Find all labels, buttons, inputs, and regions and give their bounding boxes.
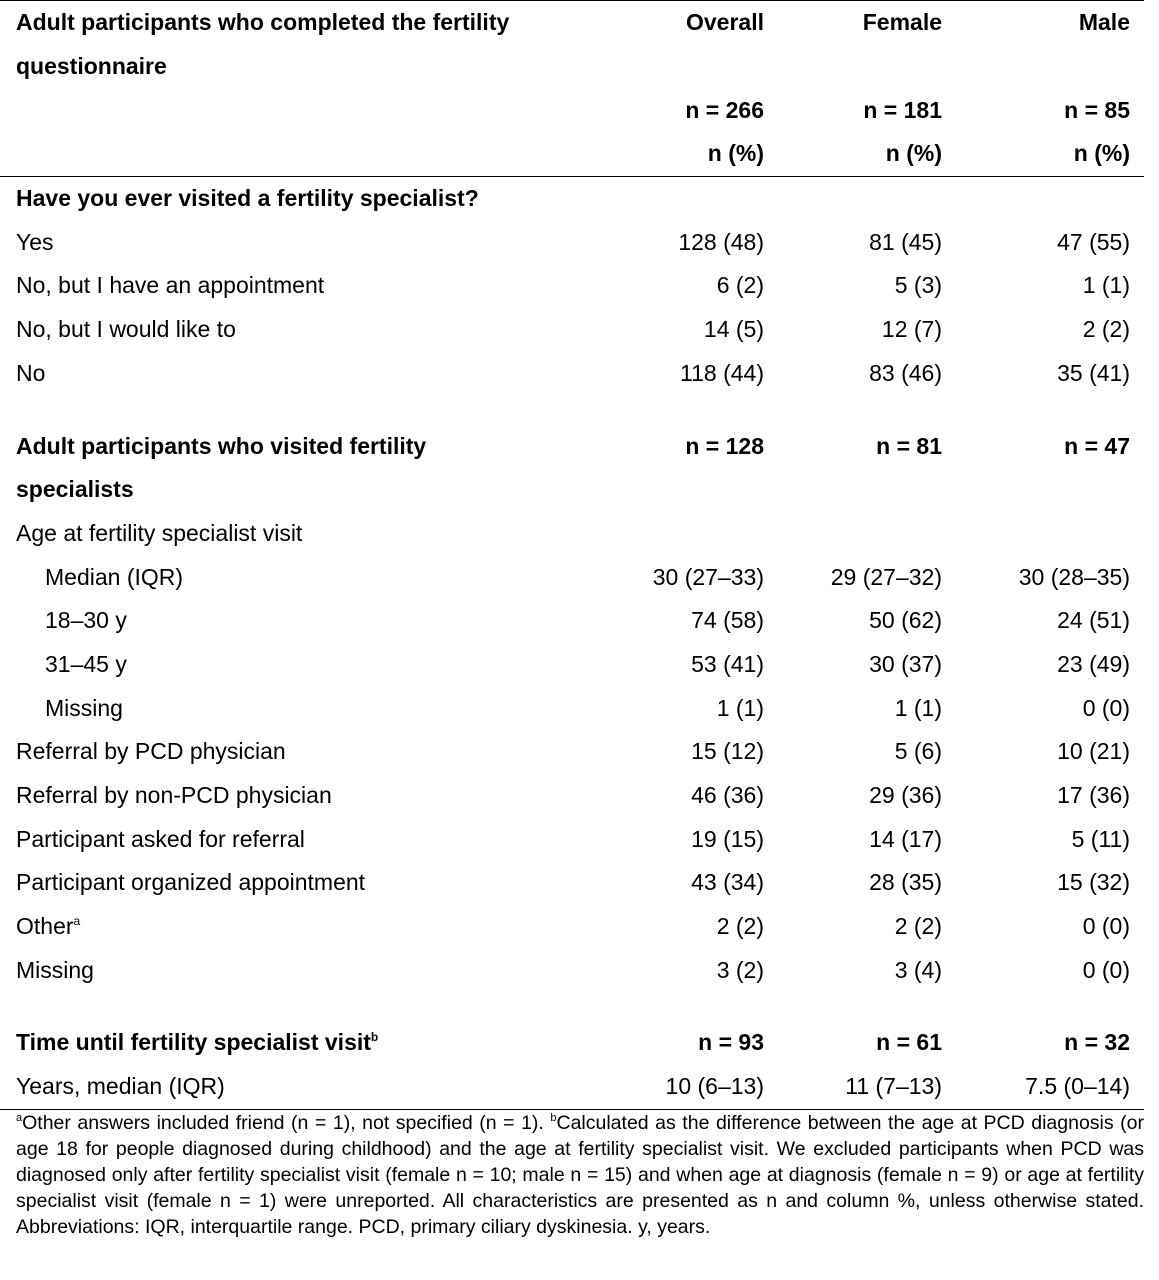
row-label — [0, 599, 598, 643]
cell-male: 0 (0) — [1082, 956, 1130, 983]
cell-overall: 10 (6–13) — [598, 1065, 776, 1109]
section3-n-male: n = 32 — [1064, 1029, 1130, 1056]
section3-rows — [0, 1065, 1144, 1109]
table-footnote — [16, 1110, 1144, 1240]
header-title-line1: Adult participants who completed the fertility — [0, 1, 598, 45]
section3-title-sup: b — [370, 1030, 379, 1045]
cell-male: 0 (0) — [1082, 694, 1130, 721]
cell-male: 5 (11) — [1071, 825, 1130, 852]
row-label — [0, 774, 598, 818]
cell-male: 10 (21) — [1057, 738, 1130, 765]
row-label — [0, 905, 598, 949]
row-label-text: Referral by non-PCD physician — [16, 782, 332, 809]
cell-male: 30 (28–35) — [1018, 563, 1130, 590]
row-label — [0, 308, 598, 352]
cell-female: 14 (17) — [869, 825, 942, 852]
cell-female: 12 (7) — [881, 316, 942, 343]
col-male-header: Male — [954, 1, 1144, 45]
header-unit-row — [0, 132, 1144, 176]
cell-overall: 1 (1) — [716, 694, 764, 721]
cell-overall: 15 (12) — [691, 738, 764, 765]
footnote-a-text: Other answers included friend (n = 1), not specified (n = 1). — [22, 1112, 551, 1134]
section3-n-overall: n = 93 — [698, 1029, 764, 1056]
row-label-text: Participant asked for referral — [16, 825, 305, 852]
cell-overall: 3 (2) — [716, 956, 764, 983]
unit-female: n (%) — [776, 132, 954, 176]
n-overall: n = 266 — [685, 96, 764, 123]
section2-n-female: n = 81 — [876, 432, 942, 459]
table-row — [0, 948, 1144, 992]
section3-n-female: n = 61 — [876, 1029, 942, 1056]
row-label-text: Missing — [45, 694, 123, 721]
cell-female: 1 (1) — [894, 694, 942, 721]
table-row — [0, 1065, 1144, 1109]
row-label-text: 31–45 y — [45, 650, 127, 677]
header-n-row — [0, 88, 1144, 132]
cell-male: 23 (49) — [1057, 650, 1130, 677]
row-label — [0, 730, 598, 774]
cell-female: 30 (37) — [869, 650, 942, 677]
spacer-row — [0, 395, 1144, 424]
cell-male: 1 (1) — [1082, 272, 1130, 299]
row-label — [0, 948, 598, 992]
section3-title-text: Time until fertility specialist visit — [16, 1029, 371, 1056]
section3-title — [0, 1021, 598, 1065]
cell-male: 15 (32) — [1057, 869, 1130, 896]
cell-male: 47 (55) — [1057, 228, 1130, 255]
table-row — [0, 730, 1144, 774]
table-row — [0, 308, 1144, 352]
cell-overall: 53 (41) — [691, 650, 764, 677]
cell-male: 7.5 (0–14) — [954, 1065, 1144, 1109]
footnote-a-mark: a — [16, 1112, 23, 1124]
table-row — [0, 905, 1144, 949]
section2-title-row-2 — [0, 468, 1144, 512]
cell-overall: 43 (34) — [691, 869, 764, 896]
section1-question: Have you ever visited a fertility specialist? — [16, 185, 479, 212]
row-label-text: No — [16, 359, 46, 386]
table-row — [0, 599, 1144, 643]
section1-rows — [0, 220, 1144, 395]
row-label-text: Participant organized appointment — [16, 869, 366, 896]
cell-female: 2 (2) — [894, 913, 942, 940]
cell-overall: 6 (2) — [716, 272, 764, 299]
col-overall-header: Overall — [598, 1, 776, 45]
section2-n-male: n = 47 — [1064, 432, 1130, 459]
row-label — [0, 220, 598, 264]
row-label-text: No, but I have an appointment — [16, 272, 325, 299]
cell-overall: 19 (15) — [691, 825, 764, 852]
row-label-text: Median (IQR) — [45, 563, 184, 590]
section2-title-row — [0, 424, 1144, 468]
cell-overall: 46 (36) — [691, 782, 764, 809]
cell-female: 81 (45) — [869, 228, 942, 255]
cell-overall: 2 (2) — [716, 913, 764, 940]
cell-male: 0 (0) — [1082, 913, 1130, 940]
row-label-text: Years, median (IQR) — [16, 1073, 225, 1100]
row-label-text: Yes — [16, 228, 54, 255]
section3-title-row — [0, 1021, 1144, 1065]
cell-female: 11 (7–13) — [776, 1065, 954, 1109]
cell-female: 29 (27–32) — [830, 563, 942, 590]
header-row-1 — [0, 1, 1144, 45]
header-title-line2: questionnaire — [16, 53, 167, 80]
table-row — [0, 774, 1144, 818]
unit-male: n (%) — [954, 132, 1144, 176]
footnote-b-mark: b — [550, 1112, 557, 1124]
table-row — [0, 643, 1144, 687]
age-label: Age at fertility specialist visit — [16, 519, 303, 546]
cell-male: 17 (36) — [1057, 782, 1130, 809]
row-label — [0, 555, 598, 599]
cell-male: 24 (51) — [1057, 607, 1130, 634]
table-row — [0, 352, 1144, 396]
section1-question-row — [0, 176, 1144, 220]
header-row-2 — [0, 45, 1144, 89]
cell-female: 5 (3) — [894, 272, 942, 299]
row-label-text: 18–30 y — [45, 607, 127, 634]
table-row — [0, 861, 1144, 905]
row-label — [0, 817, 598, 861]
cell-female: 50 (62) — [869, 607, 942, 634]
cell-female: 3 (4) — [894, 956, 942, 983]
row-label — [0, 686, 598, 730]
cell-overall: 30 (27–33) — [652, 563, 764, 590]
cell-overall: 74 (58) — [691, 607, 764, 634]
n-male: n = 85 — [1064, 96, 1130, 123]
table-row — [0, 555, 1144, 599]
cell-female: 5 (6) — [894, 738, 942, 765]
table-row — [0, 220, 1144, 264]
age-rows — [0, 555, 1144, 730]
cell-overall: 118 (44) — [680, 359, 764, 386]
section2-n-overall: n = 128 — [685, 432, 764, 459]
row-label — [0, 264, 598, 308]
cell-overall: 128 (48) — [678, 228, 764, 255]
section2-title-line2: specialists — [16, 476, 134, 503]
col-female-header: Female — [776, 1, 954, 45]
row-label-text: No, but I would like to — [16, 316, 236, 343]
row-label — [0, 643, 598, 687]
row-label — [0, 861, 598, 905]
row-label-text: Referral by PCD physician — [16, 738, 286, 765]
row-label-sup: a — [73, 914, 81, 929]
table-row — [0, 817, 1144, 861]
cell-female: 29 (36) — [869, 782, 942, 809]
row-label-text: Other — [16, 913, 74, 940]
row-label-text: Missing — [16, 956, 94, 983]
row-label — [0, 1065, 598, 1109]
table-row — [0, 264, 1144, 308]
footnote-b-text: Calculated as the difference between the age at PCD diagnosis (or age 18 for people diagnosed during childhood) and the age at fertility specialist visit. We excluded participants when PCD was diagnosed only after fertility specialist visit (female n = 10; male n = 15) and when age at diagnosis (female n = 9) or age at fertility specialist visit (female n = 1) were unreported. All characteristics are presented as n and column %, unless otherwise stated. Abbreviations: IQR, interquartile range. PCD, primary ciliary dyskinesia. y, years. — [16, 1112, 1144, 1238]
section2-title-line1: Adult participants who visited fertility — [16, 432, 427, 459]
age-label-row — [0, 512, 1144, 556]
cell-male: 2 (2) — [1082, 316, 1130, 343]
cell-female: 28 (35) — [869, 869, 942, 896]
spacer-row — [0, 992, 1144, 1021]
cell-male: 35 (41) — [1057, 359, 1130, 386]
table-row — [0, 686, 1144, 730]
section2-rows — [0, 730, 1144, 992]
row-label — [0, 352, 598, 396]
n-female: n = 181 — [863, 96, 942, 123]
unit-overall: n (%) — [598, 132, 776, 176]
cell-overall: 14 (5) — [703, 316, 764, 343]
cell-female: 83 (46) — [869, 359, 942, 386]
